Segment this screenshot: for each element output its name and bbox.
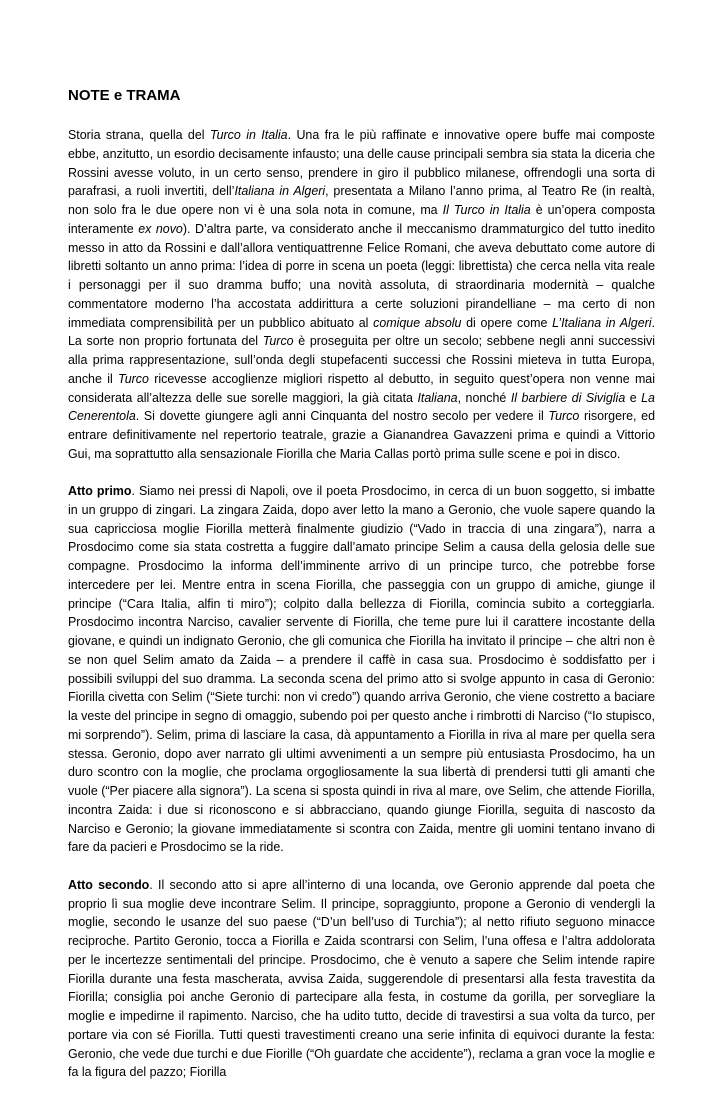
italic-title: Italiana in Algeri <box>234 184 326 199</box>
italic-title: Turco <box>548 409 580 424</box>
italic-title: comique absolu <box>373 315 462 330</box>
italic-title: L’Italiana in Algeri <box>552 315 652 330</box>
text-run: è proseguita per oltre un secolo; sebbene negli anni successivi alla prima rappresentazione, sull’onda degli stupefacenti successi che Rossini mieteva in tutta Europa, anche il <box>68 334 655 386</box>
italic-title: Il barbiere di Siviglia <box>510 390 626 405</box>
italic-title: La Cenerentola <box>68 390 655 424</box>
text-run: . Il secondo atto si apre all’interno di una locanda, ove Geronio apprende dal poeta che proprio lì sua moglie deve incontrare Selim. Il principe, sopraggiunto, propone a Geronio di vendergli la moglie, secondo le usanze del suo paese (“D’un bell’uso di Turchia”); al netto rifiuto seguono minacce reciproche. Partito Geronio, tocca a Fiorilla e Zaida scontrarsi con Selim, l’una offesa e l’altra addolorata per le incertezze sentimentali del principe. Prosdocimo, che è venuto a sapere che Selim intende rapire Fiorilla durante una festa mascherata, avvisa Zaida, suggerendole di presentarsi alla festa travestita da Fiorilla; consiglia poi anche Geronio di partecipare alla festa, in costume da gorilla, per sorvegliare la moglie e impedirne il rapimento. Narciso, che ha udito tutto, decide di travestirsi a sua volta da turco, per portare via con sé Fiorilla. Tutti questi travestimenti creano una serie infinita di equivoci durante la festa: Geronio, che vede due turchi e due Fiorille (“Oh guardate che accidente”), reclama a gran voce la moglie e fa la figura del pazzo; Fiorilla <box>68 877 655 1080</box>
text-run: di opere come <box>461 315 553 330</box>
text-run: ). D’altra parte, va considerato anche il meccanismo drammaturgico del tutto inedito messo in atto da Rossini e dall’allora ventiquattrenne Felice Romani, che aveva debuttato come autore di libretti soltanto un anno prima: l’idea di porre in scena un poeta (leggi: librettista) che cerca nella vita reale i personaggi per il suo dramma buffo; una novità assoluta, di straordinaria modernità – qualche commentatore moderno l’ha accostata addirittura a certe soluzioni pirandelliane – ma certo di non immediata comprensibilità per un pubblico abituato al <box>68 221 656 330</box>
document-page <box>68 86 655 1101</box>
text-run: è un’opera composta interamente <box>68 203 656 236</box>
text-run: e <box>625 390 642 405</box>
italic-title: Turco in Italia <box>209 128 288 142</box>
italic-title: Il Turco in Italia <box>442 203 531 217</box>
text-run: risorgere, ed entrare definitivamente nel repertorio teatrale, grazie a Gianandrea Gavazzeni prima e quindi a Vittorio Gui, ma soprattutto alla sensazionale Fiorilla che Maria Callas portò prima sulle scene e poi in disco. <box>68 409 656 461</box>
italic-title: Italiana <box>417 390 458 405</box>
text-run: , nonché <box>457 390 511 405</box>
text-run: ricevesse accoglienze migliori rispetto al debutto, in seguito quest’opera non venne mai considerata all’altezza delle sue sorelle maggiori, la già citata <box>68 371 655 405</box>
text-run: . Si dovette giungere agli anni Cinquanta del nostro secolo per vedere il <box>135 409 549 424</box>
paragraph-atto-primo <box>68 482 655 857</box>
paragraph-intro <box>68 126 655 464</box>
text-run: Storia strana, quella del <box>68 128 210 142</box>
text-run: , presentata a Milano l’anno prima, al Teatro Re (in realtà, non solo fra le due opere non vi è una sola nota in comune, ma <box>68 184 656 217</box>
text-run: . Siamo nei pressi di Napoli, ove il poeta Prosdocimo, in cerca di un buon soggetto, si imbatte in un gruppo di zingari. La zingara Zaida, dopo aver letto la mano a Geronio, che vuole sapere quando la sua capricciosa moglie Fiorilla metterà finalmente giudizio (“Vado in traccia di una zingara”), narra a Prosdocimo come sia stata costretta a fuggire dall’amato principe Selim a causa della gelosia delle sue compagne. Prosdocimo la informa dell’imminente arrivo di un principe turco, che potrebbe forse intercedere per lei. Mentre entra in scena Fiorilla, che passeggia con un gruppo di amiche, giunge il principe (“Cara Italia, alfin ti miro”); colpito dalla bellezza di Fiorilla, comincia subito a corteggiarla. Prosdocimo incontra Narciso, cavalier servente di Fiorilla, che teme pure lui il carattere incostante della giovane, e quindi un indignato Geronio, che gli comunica che Fiorilla ha invitato il principe – che altri non è se non quel Selim amato da Zaida – a prendere il caffè in casa sua. Prosdocimo è soddisfatto per i possibili sviluppi del suo dramma. La seconda scena del primo atto si svolge appunto in casa di Geronio: Fiorilla civetta con Selim (“Siete turchi: non vi credo”) quando arriva Geronio, che viene costretto a baciare la veste del principe in segno di omaggio, subendo poi per questo anche i rimbrotti di Narciso (“Io stupisco, mi sorprendo”). Selim, prima di lasciare la casa, dà appuntamento a Fiorilla in riva al mare per quella sera stessa. Geronio, dopo aver narrato gli ultimi avvenimenti a un sempre più entusiasta Prosdocimo, ha un duro scontro con la moglie, che proclama orgogliosamente la sua libertà di prendersi tutti gli amanti che vuole (“Per piacere alla signora”). La scena si sposta quindi in riva al mare, ove Selim, che attende Fiorilla, incontra Zaida: i due si riconoscono e si abbracciano, quando giunge Fiorilla, seguita di nascosto da Narciso e Geronio; la giovane immediatamente si scontra con Zaida, mentre gli uomini tentano invano di fare da pacieri e Prosdocimo se la ride. <box>68 484 655 855</box>
italic-title: Turco <box>118 371 149 386</box>
section-heading: Atto secondo <box>68 877 150 892</box>
paragraph-atto-secondo <box>68 876 655 1082</box>
italic-title: Turco <box>262 334 294 349</box>
italic-title: ex novo <box>138 221 183 236</box>
text-run: . Una fra le più raffinate e innovative opere buffe mai composte ebbe, anzitutto, un esordio decisamente infausto; una delle cause principali sembra sia stata la diceria che Rossini avesse voluto, in un certo senso, prendere in giro il pubblico milanese, offrendogli una sorta di parafrasi, a ruoli invertiti, dell’ <box>68 128 655 199</box>
text-run: . La sorte non proprio fortunata del <box>68 315 656 349</box>
page-title: NOTE e TRAMA <box>68 87 181 104</box>
section-heading: Atto primo <box>68 484 132 499</box>
